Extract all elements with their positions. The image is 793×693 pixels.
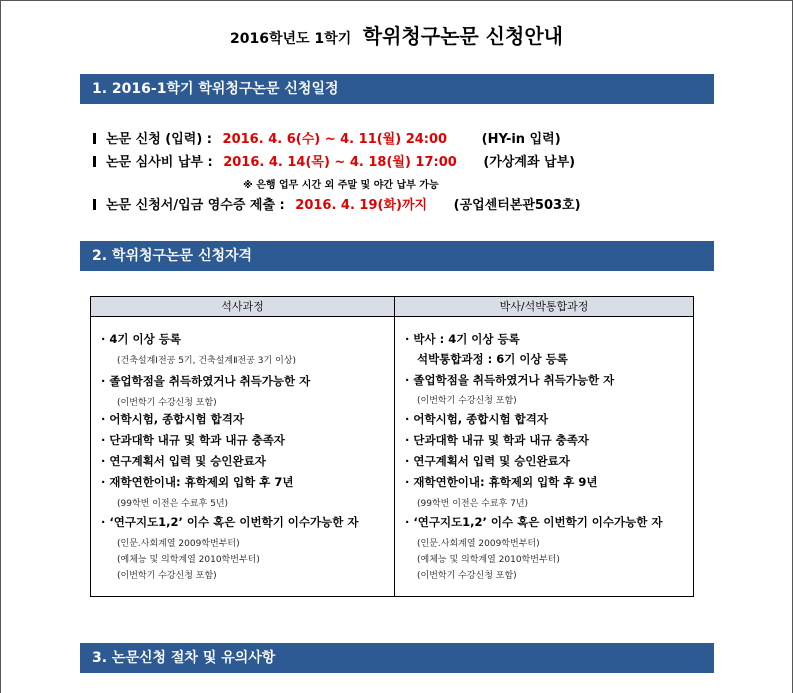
master-sub: (이번학기 수강신청 포함) xyxy=(117,571,217,581)
master-item-guidance: · ‘연구지도1,2’ 이수 혹은 이번학기 이수가능한 자 xyxy=(101,515,359,529)
doctor-sub: (예체능 및 의학계열 2010학번부터) xyxy=(417,555,560,565)
master-item-credits: · 졸업학점을 취득하였거나 취득가능한 자 xyxy=(101,374,311,388)
master-item-rules: · 단과대학 내규 및 학과 내규 충족자 xyxy=(101,433,285,447)
qualification-table xyxy=(90,296,694,597)
doctor-item-rules: · 단과대학 내규 및 학과 내규 충족자 xyxy=(405,433,589,447)
bullet-icon xyxy=(93,199,96,210)
schedule-extra: (HY-in 입력) xyxy=(481,132,561,147)
master-sub: (99학번 이전은 수료후 5년) xyxy=(117,499,229,509)
schedule-extra: (공업센터본관503호) xyxy=(453,198,581,213)
bullet-icon xyxy=(93,156,96,167)
schedule-date: 2016. 4. 14(목) ~ 4. 18(월) 17:00 xyxy=(223,155,457,170)
master-sub: (인문.사회계열 2009학번부터) xyxy=(117,539,240,549)
schedule-row-fee xyxy=(93,151,575,170)
bullet-icon xyxy=(93,133,96,144)
doctor-sub: (인문.사회계열 2009학번부터) xyxy=(417,539,540,549)
column-divider xyxy=(394,297,395,596)
doctor-sub: (이번학기 수강신청 포함) xyxy=(417,571,517,581)
doctor-sub: (이번학기 수강신청 포함) xyxy=(417,396,517,406)
section-header-procedure: 3. 논문신청 절차 및 유의사항 xyxy=(80,643,714,673)
schedule-row-apply xyxy=(93,128,561,147)
master-item-exams: · 어학시험, 종합시험 합격자 xyxy=(101,412,244,426)
title-main: 학위청구논문 신청안내 xyxy=(362,24,563,48)
table-header xyxy=(91,297,693,317)
header-doctor: 박사/석박통합과정 xyxy=(499,300,589,313)
doctor-item-plan: · 연구계획서 입력 및 승인완료자 xyxy=(405,454,570,468)
master-sub: (예체능 및 의학계열 2010학번부터) xyxy=(117,555,260,565)
doctor-item-credits: · 졸업학점을 취득하였거나 취득가능한 자 xyxy=(405,373,615,387)
title-prefix: 2016학년도 1학기 xyxy=(230,31,352,47)
schedule-row-submit xyxy=(93,194,581,213)
master-item-semesters: · 4기 이상 등록 xyxy=(101,332,181,346)
doctor-item-semesters: · 박사 : 4기 이상 등록 xyxy=(405,332,520,346)
schedule-date: 2016. 4. 6(수) ~ 4. 11(월) 24:00 xyxy=(222,132,448,147)
master-sub: (건축설계Ⅰ전공 5기, 건축설계Ⅱ전공 3기 이상) xyxy=(117,356,296,366)
schedule-date: 2016. 4. 19(화)까지 xyxy=(295,198,428,213)
page-title xyxy=(0,20,793,49)
header-master: 석사과정 xyxy=(221,300,264,313)
doctor-item-period: · 재학연한이내: 휴학제외 입학 후 9년 xyxy=(405,475,598,489)
doctor-item-exams: · 어학시험, 종합시험 합격자 xyxy=(405,412,548,426)
schedule-extra: (가상계좌 납부) xyxy=(483,155,576,170)
master-sub: (이번학기 수강신청 포함) xyxy=(117,398,217,408)
schedule-note: ※ 은행 업무 시간 외 주말 및 야간 납부 가능 xyxy=(243,180,439,191)
master-item-period: · 재학연한이내: 휴학제외 입학 후 7년 xyxy=(101,475,294,489)
master-item-plan: · 연구계획서 입력 및 승인완료자 xyxy=(101,454,266,468)
schedule-label: 논문 신청 (입력) : xyxy=(106,132,213,147)
section-header-qualification: 2. 학위청구논문 신청자격 xyxy=(80,241,714,271)
doctor-item-guidance: · ‘연구지도1,2’ 이수 혹은 이번학기 이수가능한 자 xyxy=(405,515,663,529)
schedule-label: 논문 심사비 납부 : xyxy=(106,155,213,170)
section-header-schedule: 1. 2016-1학기 학위청구논문 신청일정 xyxy=(80,74,714,104)
schedule-label: 논문 신청서/입금 영수증 제출 : xyxy=(106,198,285,213)
doctor-sub: (99학번 이전은 수료후 7년) xyxy=(417,499,529,509)
doctor-item-integrated: 석박통합과정 : 6기 이상 등록 xyxy=(417,352,568,366)
